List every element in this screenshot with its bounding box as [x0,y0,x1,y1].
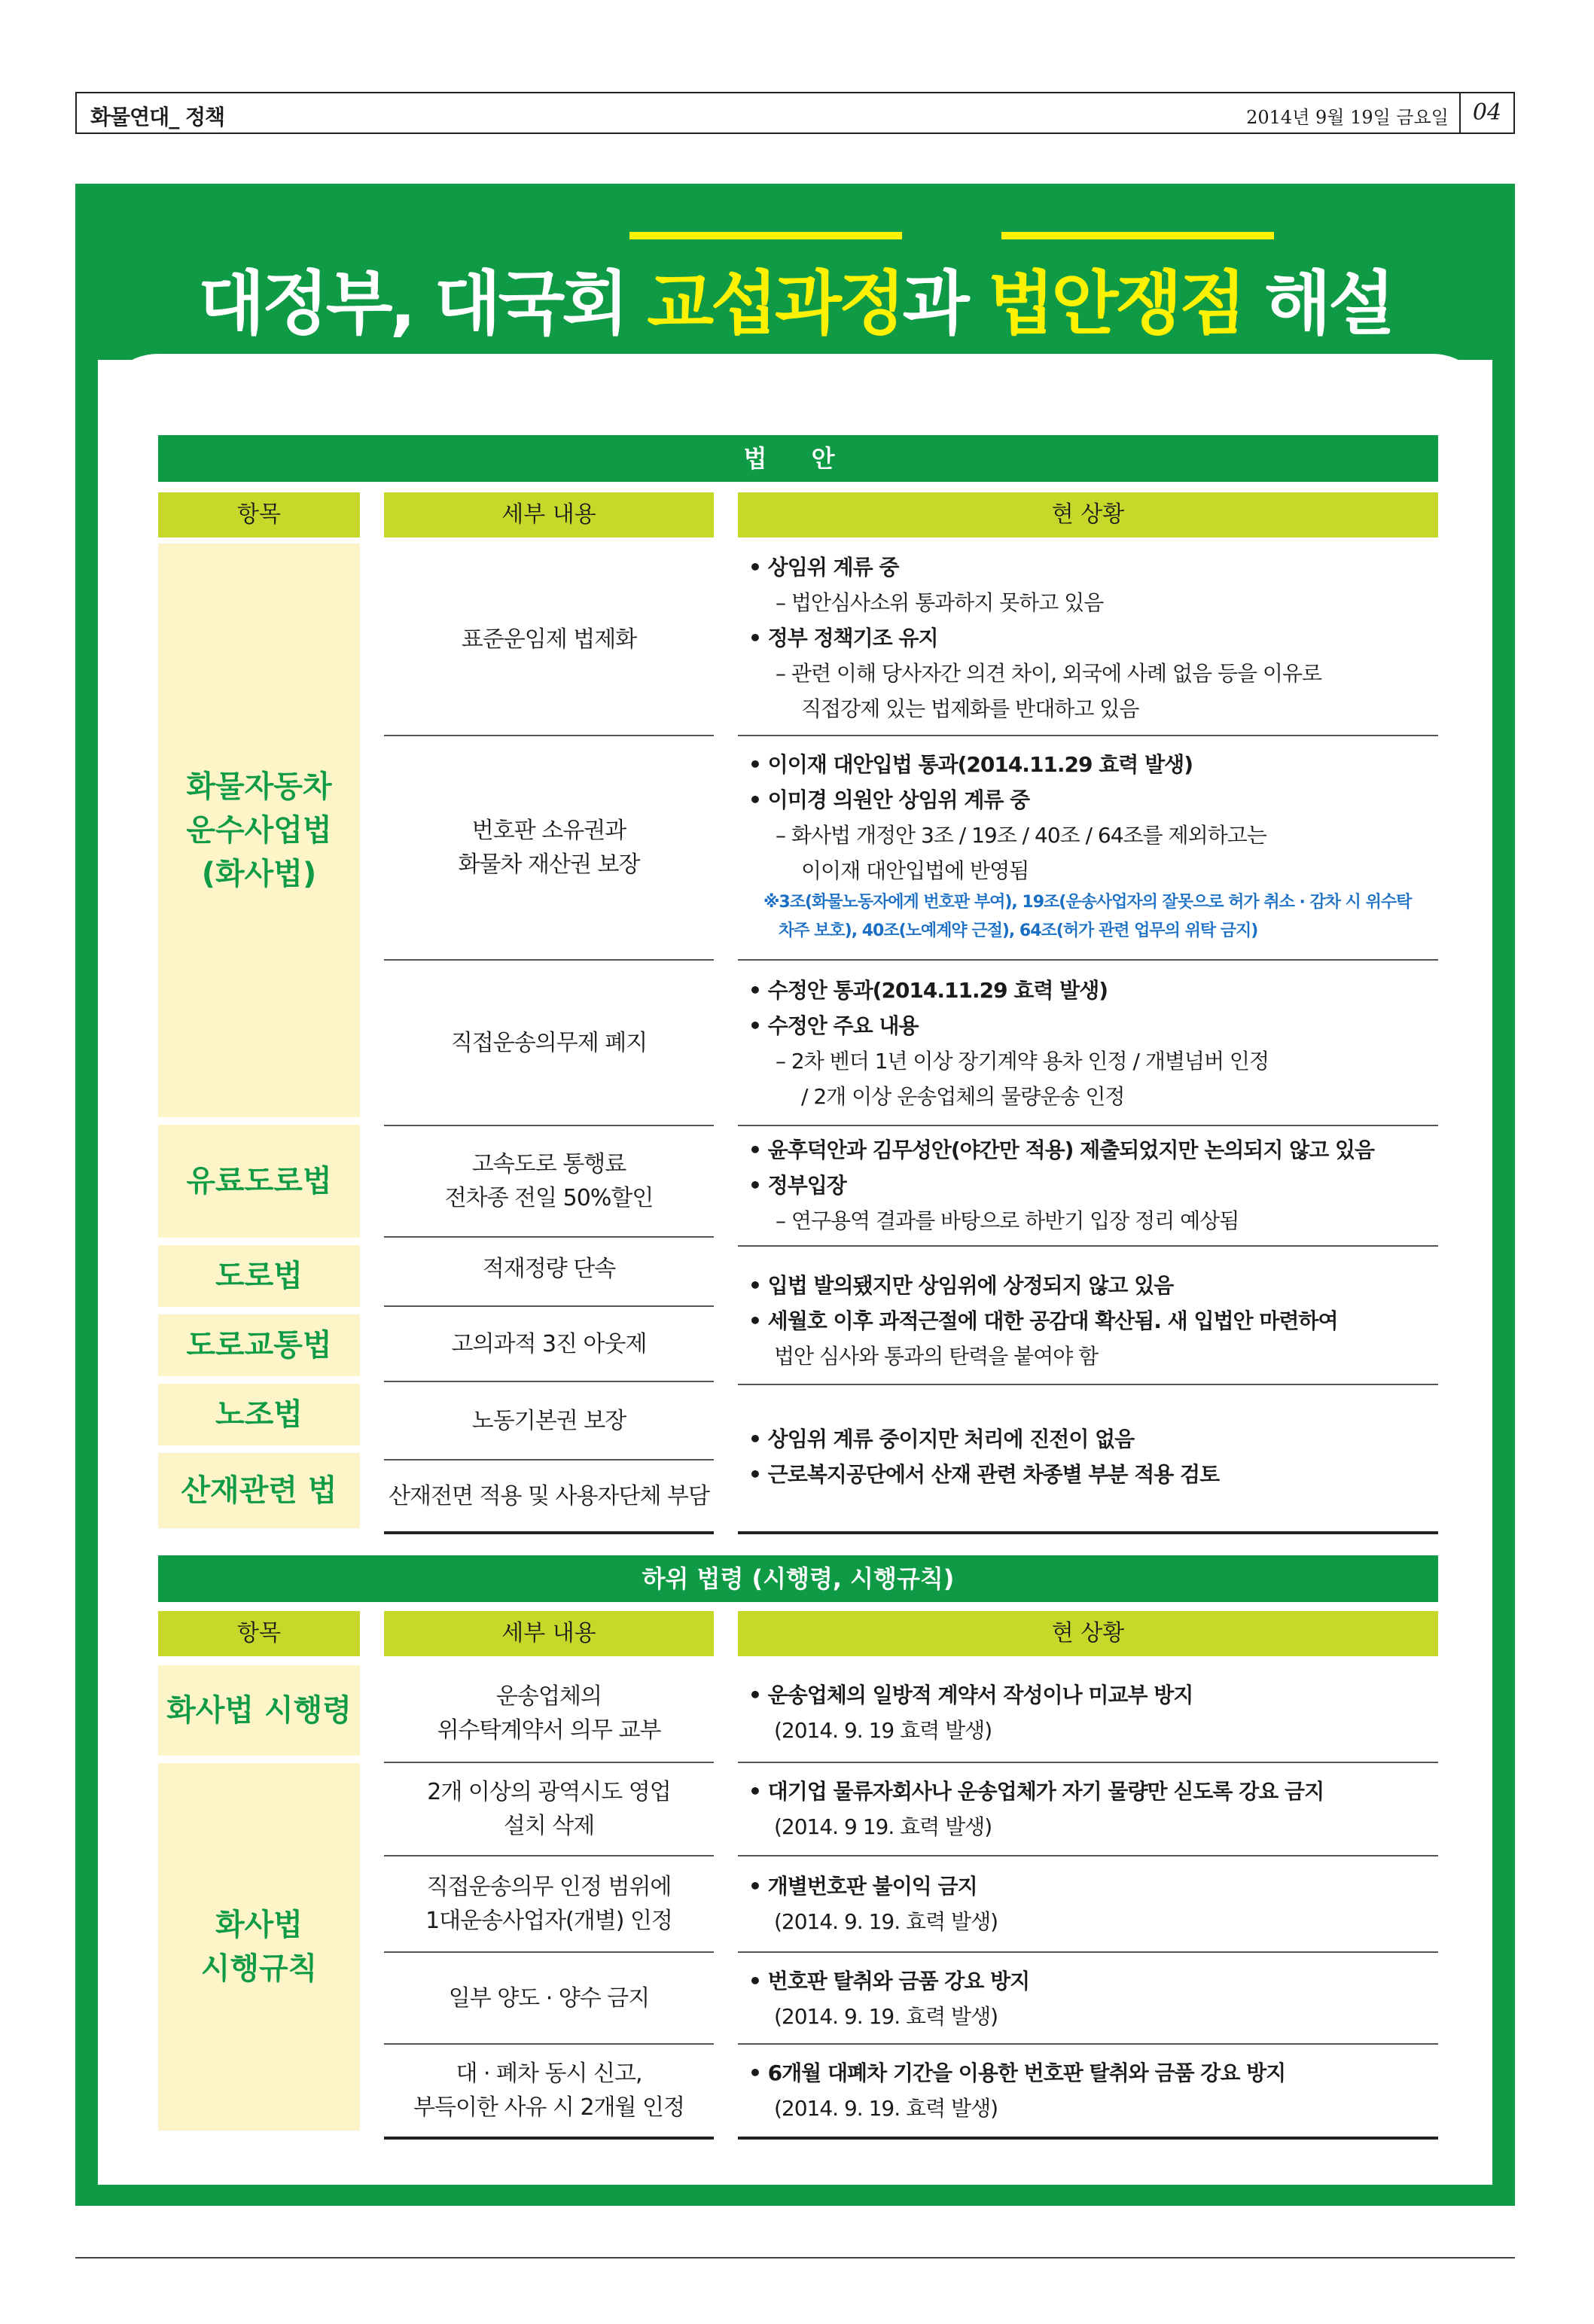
status-line: 법안 심사와 통과의 탄력을 붙여야 함 [774,1344,1099,1369]
status-line: • 정부 정책기조 유지 [748,620,1438,656]
detail-overload-three-strikes: 고의과적 3진 아웃제 [384,1307,714,1382]
status-line: • 수정안 통과(2014.11.29 효력 발생) [748,973,1438,1008]
page-header [75,92,1515,134]
category-toll-road-act: 유료도로법 [158,1125,360,1238]
status-line: • 입법 발의됐지만 상임위에 상정되지 않고 있음 [748,1268,1438,1303]
category-road-traffic-act: 도로교통법 [158,1314,360,1376]
status-line: • 대기업 물류자회사나 운송업체가 자기 물량만 싣도록 강요 금지 [748,1774,1438,1809]
status-line: (2014. 9. 19. 효력 발생) [774,2004,998,2029]
status-line: – 연구용역 결과를 바탕으로 하반기 입장 정리 예상됨 [776,1208,1239,1233]
title-highlight-1: 교섭과정 [647,263,903,344]
bills-col-status: 현 상황 [738,492,1438,538]
status-line: – 법안심사소위 통과하지 못하고 있음 [776,590,1104,615]
status-labor-acts [738,1385,1438,1534]
highlight-bar-2 [1001,232,1274,239]
status-line: • 이이재 대안입법 통과(2014.11.29 효력 발생) [748,747,1438,782]
bills-col-detail: 세부 내용 [384,492,714,538]
status-line: • 근로복지공단에서 산재 관련 차종별 부분 적용 검토 [748,1457,1438,1492]
status-partial-transfer-ban [738,1953,1438,2045]
detail-load-limit-enforcement: 적재정량 단속 [384,1247,714,1307]
detail-consignment-contract: 운송업체의 위수탁계약서 의무 교부 [384,1665,714,1763]
sub-col-detail: 세부 내용 [384,1611,714,1656]
status-vehicle-replacement [738,2045,1438,2140]
detail-license-plate-ownership: 번호판 소유권과 화물차 재산권 보장 [384,736,714,961]
detail-partial-transfer-ban: 일부 양도 · 양수 금지 [384,1953,714,2045]
status-line: (2014. 9. 19 효력 발생) [774,1718,992,1743]
status-line: – 2차 벤더 1년 이상 장기계약 용차 인정 / 개별넘버 인정 [776,1049,1269,1074]
status-line: • 개별번호판 불이익 금지 [748,1869,1438,1904]
sub-col-category: 항목 [158,1611,360,1656]
category-enforcement-decree: 화사법 시행령 [158,1665,360,1756]
status-license-plate-ownership [738,736,1438,961]
status-line: • 이미경 의원안 상임위 계류 중 [748,782,1438,818]
status-note: ※3조(화물노동자에게 번호판 부여), 19조(운송사업자의 잘못으로 허가 취소 · 감차 시 위수탁 [763,893,1412,912]
category-union-act: 노조법 [158,1384,360,1445]
category-industrial-accident-act: 산재관련 법 [158,1453,360,1528]
title-part-3: 해설 [1243,263,1392,344]
status-line: • 정부입장 [748,1168,1438,1203]
status-line: – 화사법 개정안 3조 / 19조 / 40조 / 64조를 제외하고는 [776,823,1266,848]
title-highlight-2: 법안쟁점 [987,263,1244,344]
detail-regional-business: 2개 이상의 광역시도 영업 설치 삭제 [384,1763,714,1856]
category-enforcement-rules: 화사법 시행규칙 [158,1763,360,2131]
status-individual-operator [738,1856,1438,1953]
status-line: – 관련 이해 당사자간 의견 차이, 외국에 사례 없음 등을 이유로 [776,661,1322,686]
detail-labor-basic-rights: 노동기본권 보장 [384,1382,714,1460]
status-line: • 운송업체의 일방적 계약서 작성이나 미교부 방지 [748,1677,1438,1713]
category-road-act: 도로법 [158,1245,360,1307]
status-consignment-contract [738,1665,1438,1763]
issue-date: 2014년 9월 19일 금요일 [1246,107,1449,128]
sub-col-status: 현 상황 [738,1611,1438,1656]
detail-industrial-accident-coverage: 산재전면 적용 및 사용자단체 부담 [384,1460,714,1534]
status-line: 직접강제 있는 법제화를 반대하고 있음 [801,696,1139,721]
status-line: • 윤후덕안과 김무성안(야간만 적용) 제출되었지만 논의되지 않고 있음 [748,1132,1438,1168]
status-line: • 세월호 이후 과적근절에 대한 공감대 확산됨. 새 입법안 마련하여 [748,1303,1438,1339]
status-line: • 상임위 계류 중 [748,550,1438,585]
section-label: 화물연대_ 정책 [90,105,225,129]
sub-heading: 하위 법령 (시행령, 시행규칙) [158,1555,1438,1602]
category-freight-act: 화물자동차 운수사업법 (화사법) [158,544,360,1117]
highlight-bar-1 [629,232,902,239]
status-line: (2014. 9. 19. 효력 발생) [774,2096,998,2121]
status-line: • 상임위 계류 중이지만 처리에 진전이 없음 [748,1421,1438,1457]
bills-heading: 법 안 [158,435,1438,482]
status-line: / 2개 이상 운송업체의 물량운송 인정 [801,1084,1125,1109]
status-road-acts [738,1247,1438,1385]
bills-col-category: 항목 [158,492,360,538]
detail-standard-freight-rate: 표준운임제 법제화 [384,544,714,736]
detail-individual-operator: 직접운송의무 인정 범위에 1대운송사업자(개별) 인정 [384,1856,714,1953]
detail-highway-toll-discount: 고속도로 통행료 전차종 전일 50%할인 [384,1126,714,1238]
status-line: (2014. 9 19. 효력 발생) [774,1814,992,1839]
status-line: 이이재 대안입법에 반영됨 [801,858,1029,883]
detail-direct-transport-obligation: 직접운송의무제 폐지 [384,961,714,1126]
page-number: 04 [1459,93,1513,132]
status-note: 차주 보호), 40조(노예계약 근절), 64조(허가 관련 업무의 위탁 금지) [779,921,1258,940]
status-line: • 번호판 탈취와 금품 강요 방지 [748,1963,1438,1999]
status-highway-toll-discount [738,1126,1438,1247]
status-line: (2014. 9. 19. 효력 발생) [774,1909,998,1934]
title-part-1: 대정부, 대국회 [198,263,648,344]
page-title [75,248,1515,348]
title-part-2: 과 [902,263,988,344]
status-line: • 수정안 주요 내용 [748,1008,1438,1043]
status-regional-business [738,1763,1438,1856]
status-standard-freight-rate [738,544,1438,736]
detail-vehicle-replacement: 대 · 폐차 동시 신고, 부득이한 사유 시 2개월 인정 [384,2045,714,2140]
footer-rule [75,2257,1515,2259]
status-line: • 6개월 대폐차 기간을 이용한 번호판 탈취와 금품 강요 방지 [748,2055,1438,2091]
status-direct-transport-obligation [738,961,1438,1126]
